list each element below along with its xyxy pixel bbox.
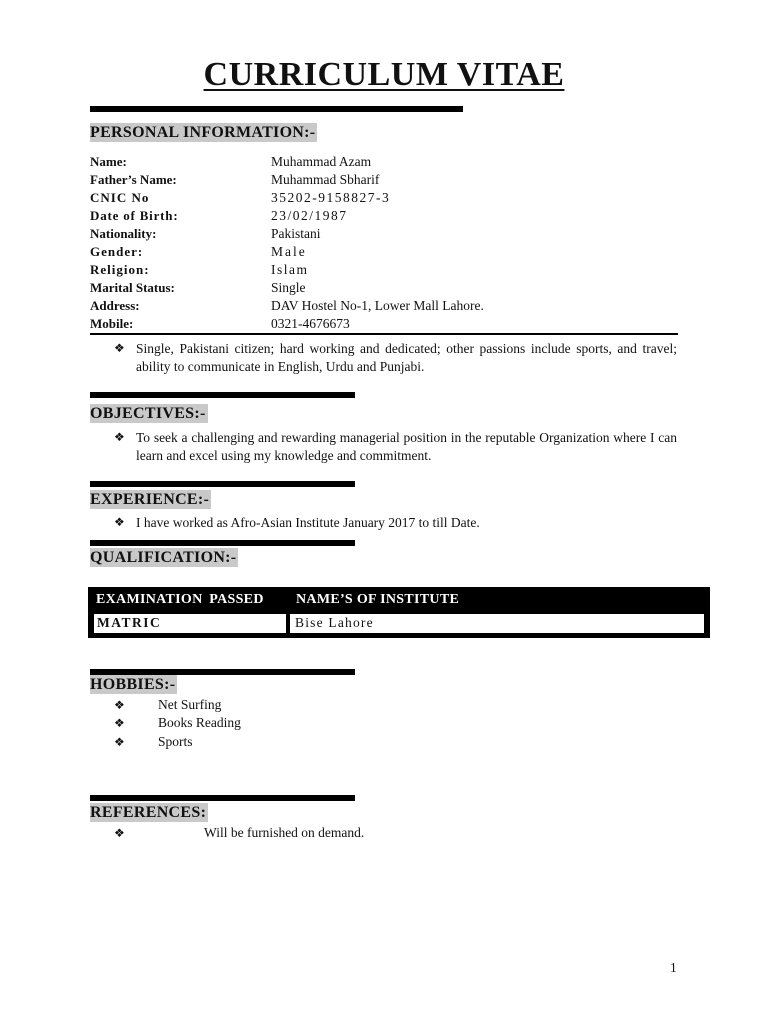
table-header-exam: EXAMINATION PASSED: [96, 592, 264, 607]
list-item: [114, 697, 414, 715]
list-item: [114, 734, 414, 752]
personal-row-father-name: [90, 172, 680, 190]
experience-heading: EXPERIENCE:-: [90, 491, 210, 508]
table-header-institute: NAME’S OF INSTITUTE: [296, 592, 460, 607]
bullet-icon: ❖: [114, 716, 125, 730]
experience-text: I have worked as Afro-Asian Institute January 2017 to till Date.: [136, 515, 480, 530]
field-value: Pakistani: [271, 226, 321, 241]
personal-row-mobile: [90, 316, 680, 334]
field-value: 0321-4676673: [271, 316, 350, 331]
field-label: Name:: [90, 154, 127, 169]
field-value: Male: [271, 244, 307, 259]
hobby-label: Books Reading: [158, 715, 241, 730]
personal-row-nationality: [90, 226, 680, 244]
personal-row-cnic: [90, 190, 680, 208]
references-heading: REFERENCES:: [90, 804, 207, 821]
qualification-rule: [90, 540, 355, 546]
field-label: Father’s Name:: [90, 172, 177, 187]
field-label: Mobile:: [90, 316, 134, 331]
references-text: Will be furnished on demand.: [204, 825, 365, 840]
table-cell-exam: [94, 614, 286, 633]
personal-info-divider: [90, 333, 678, 335]
personal-info-table: [90, 154, 680, 334]
bullet-icon: ❖: [114, 826, 125, 840]
table-row: MATRIC: [97, 615, 162, 630]
field-label: Marital Status:: [90, 280, 175, 295]
personal-summary: Single, Pakistani citizen; hard working and dedicated; other passions include sports, and travel; ability to communicate in English, Urdu and Punjabi.: [136, 341, 677, 374]
list-item: [114, 715, 414, 734]
personal-row-marital-status: [90, 280, 680, 298]
page-number: 1: [670, 960, 677, 975]
personal-row-name: [90, 154, 680, 172]
bullet-icon: ❖: [114, 430, 125, 444]
personal-info-heading: PERSONAL INFORMATION:-: [90, 124, 316, 141]
personal-row-religion: [90, 262, 680, 280]
field-label: Nationality:: [90, 226, 157, 241]
objectives-heading: OBJECTIVES:-: [90, 405, 206, 422]
field-value: DAV Hostel No-1, Lower Mall Lahore.: [271, 298, 484, 313]
objectives-text: To seek a challenging and rewarding managerial position in the reputable Organization where I can learn and excel using my knowledge and commitment.: [136, 430, 677, 463]
table-cell-institute: [290, 614, 704, 633]
field-label: Gender:: [90, 244, 144, 259]
field-value: Muhammad Sbharif: [271, 172, 380, 187]
experience-rule: [90, 481, 355, 487]
field-label: Religion:: [90, 262, 150, 277]
bullet-icon: ❖: [114, 735, 125, 749]
page-title: CURRICULUM VITAE: [203, 56, 565, 93]
bullet-icon: ❖: [114, 341, 125, 355]
hobbies-list: [114, 697, 414, 752]
hobbies-heading: HOBBIES:-: [90, 676, 176, 693]
table-row: Bise Lahore: [295, 615, 374, 630]
field-label: Date of Birth:: [90, 208, 179, 223]
hobby-label: Sports: [158, 734, 193, 749]
personal-row-dob: [90, 208, 680, 226]
personal-row-gender: [90, 244, 680, 262]
field-value: 23/02/1987: [271, 208, 348, 223]
field-label: CNIC No: [90, 190, 150, 205]
field-value: Muhammad Azam: [271, 154, 372, 169]
personal-row-address: [90, 298, 680, 316]
qualification-heading: QUALIFICATION:-: [90, 549, 237, 566]
field-value: Islam: [271, 262, 309, 277]
qualification-table: [88, 587, 710, 638]
bullet-icon: ❖: [114, 515, 125, 529]
field-label: Address:: [90, 298, 140, 313]
bullet-icon: ❖: [114, 698, 125, 712]
field-value: 35202-9158827-3: [271, 190, 391, 205]
hobby-label: Net Surfing: [158, 697, 222, 712]
objectives-rule: [90, 392, 355, 398]
field-value: Single: [271, 280, 306, 295]
title-rule: [90, 106, 463, 112]
references-rule: [90, 795, 355, 801]
